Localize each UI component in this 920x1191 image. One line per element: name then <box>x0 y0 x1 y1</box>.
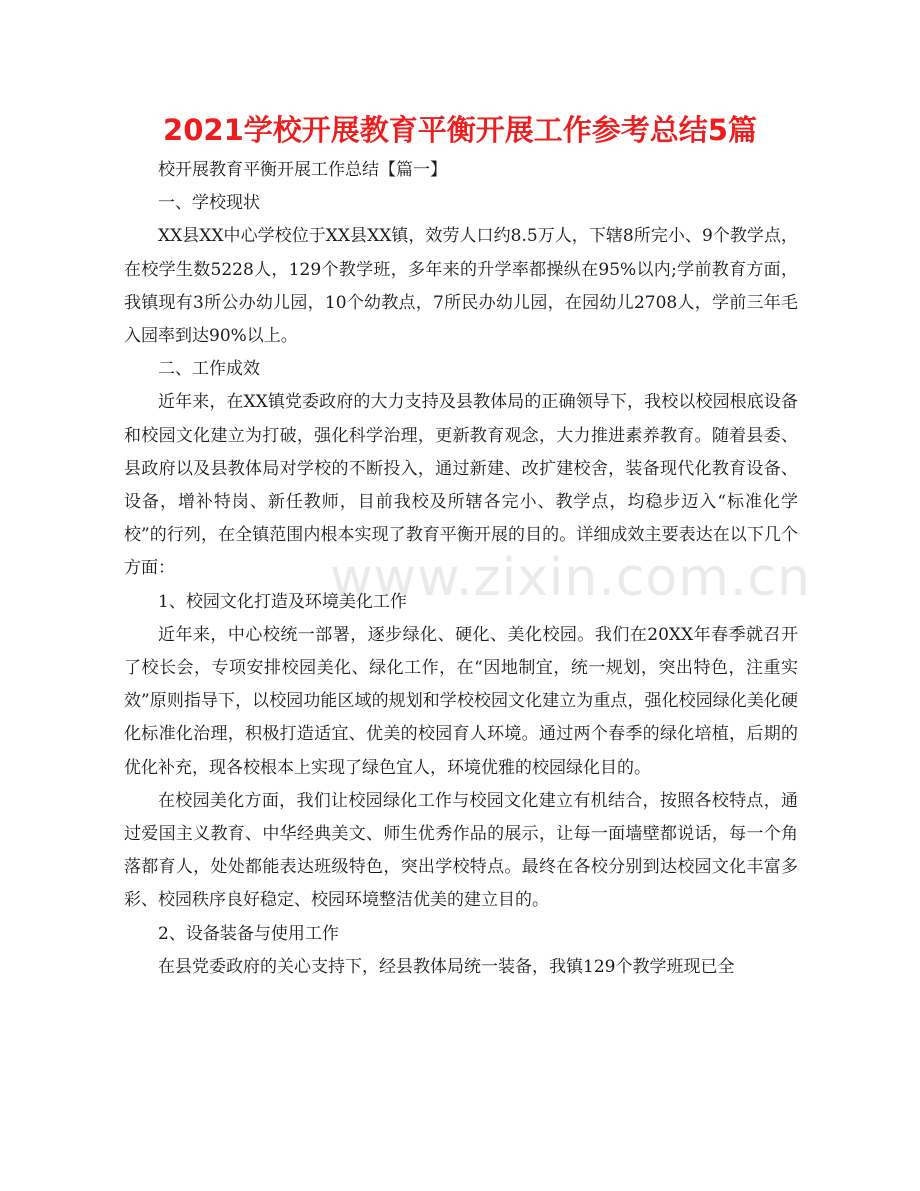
paragraph-campus-greening: 近年来，中心校统一部署，逐步绿化、硬化、美化校园。我们在20XX年春季就召开了校长会，专项安排校园美化、绿化工作，在“因地制宜，统一规划，突出特色，注重实效”原则指导下，以校园功能区域的规划和学校校园文化建立为重点，强化校园绿化美化硬化标准化治理，积极打造适宜、优美的校园育人环境。通过两个春季的绿化培植，后期的优化补充，现各校根本上实现了绿色宜人，环境优雅的校园绿化目的。 <box>124 624 798 778</box>
paragraph-campus-beautification: 在校园美化方面，我们让校园绿化工作与校园文化建立有机结合，按照各校特点，通过爱国主义教育、中华经典美文、师生优秀作品的展示，让每一面墙壁都说话，每一个角落都育人，处处都能表达班级特色，突出学校特点。最终在各校分别到达校园文化丰富多彩、校园秩序良好稳定、校园环境整洁优美的建立目的。 <box>124 790 798 911</box>
subheading-work-results: 二、工作成效 <box>158 359 260 380</box>
paragraph-school-status: XX县XX中心学校位于XX县XX镇，效劳人口约8.5万人，下辖8所完小、9个教学点，在校学生数5228人，129个教学班，多年来的升学率都操纵在95%以内;学前教育方面，我镇现有3所公办幼儿园，10个幼教点，7所民办幼儿园，在园幼儿2708人，学前三年毛入园率到达90%以上。 <box>124 226 798 347</box>
subheading-school-status: 一、学校现状 <box>158 193 260 214</box>
document-title: 2021学校开展教育平衡开展工作参考总结5篇 <box>163 113 757 147</box>
section-heading-part-one: 校开展教育平衡开展工作总结【篇一】 <box>158 160 447 180</box>
subheading-equipment: 2、设备装备与使用工作 <box>158 923 339 944</box>
subheading-campus-culture: 1、校园文化打造及环境美化工作 <box>158 591 407 612</box>
document-body <box>124 154 798 984</box>
paragraph-equipment: 在县党委政府的关心支持下，经县教体局统一装备，我镇129个教学班现已全 <box>158 956 735 977</box>
paragraph-work-results: 近年来，在XX镇党委政府的大力支持及县教体局的正确领导下，我校以校园根底设备和校园文化建立为打破，强化科学治理，更新教育观念，大力推进素养教育。随着县委、县政府以及县教体局对学校的不断投入，通过新建、改扩建校舍，装备现代化教育设备、设备，增补特岗、新任教师，目前我校及所辖各完小、教学点，均稳步迈入“标准化学校”的行列，在全镇范围内根本实现了教育平衡开展的目的。详细成效主要表达在以下几个方面： <box>124 392 798 579</box>
watermark-text: www.zixin.com.cn <box>330 548 811 608</box>
